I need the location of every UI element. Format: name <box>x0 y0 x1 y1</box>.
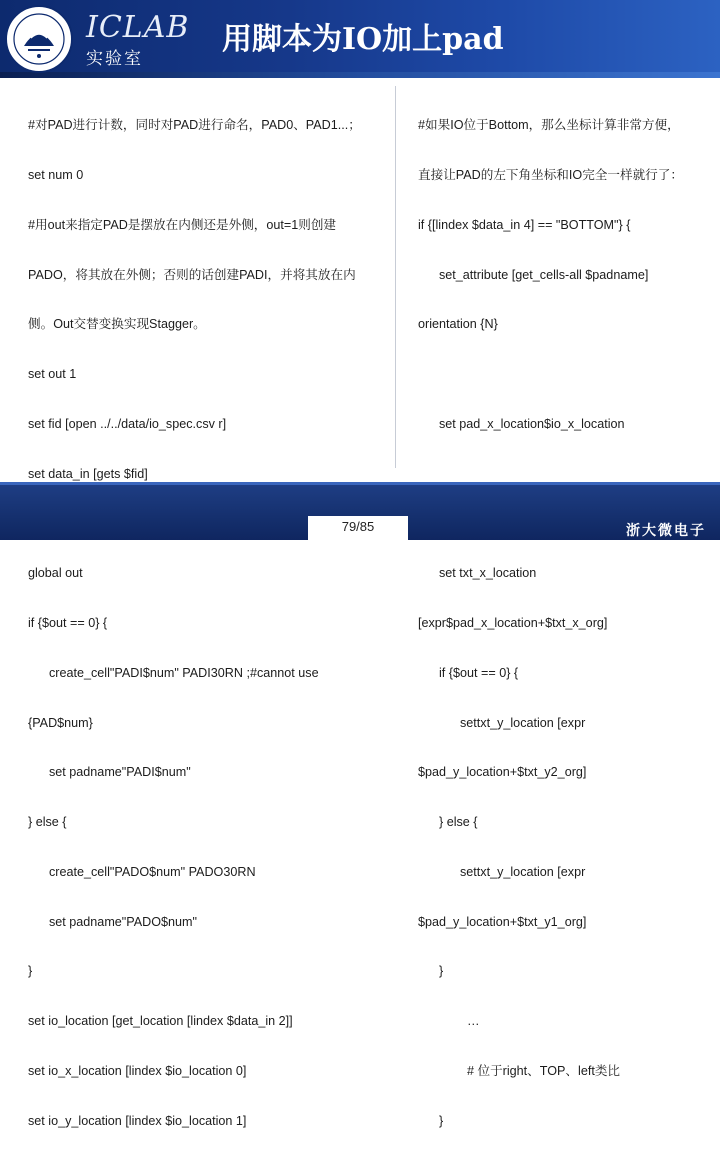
lab-name: ICLAB <box>86 10 190 45</box>
footer-brand: 浙大微电子 <box>626 523 706 539</box>
left-code-column <box>28 84 390 1163</box>
code-line: [expr$pad_x_location+$txt_x_org] <box>418 616 608 630</box>
code-line: set_attribute [get_cells-all $padname] <box>418 267 649 282</box>
code-line: settxt_y_location [expr <box>418 864 586 879</box>
code-line: global out <box>28 566 83 581</box>
code-line: {PAD$num} <box>28 715 93 730</box>
code-line: orientation {N} <box>418 317 498 332</box>
lab-logo <box>0 0 205 78</box>
code-line: set io_location [get_location [lindex $data_in 2]] <box>28 1014 293 1029</box>
right-code-column <box>418 84 714 1163</box>
code-line: $pad_y_location+$txt_y2_org] <box>418 765 587 780</box>
code-line: 侧。Out交替变换实现Stagger。 <box>28 317 206 332</box>
code-line: set pad_x_location$io_x_location <box>418 416 625 431</box>
code-line: set txt_x_location <box>418 566 537 581</box>
code-line: } <box>418 1113 444 1128</box>
code-line: #对PAD进行计数，同时对PAD进行命名，PAD0、PAD1...； <box>28 118 361 133</box>
code-line: } else { <box>28 815 67 830</box>
code-line <box>418 466 714 483</box>
code-line: PADO，将其放在外侧；否则的话创建PADI，并将其放在内 <box>28 267 356 282</box>
code-line: } <box>418 964 444 979</box>
code-line: #如果IO位于Bottom，那么坐标计算非常方便， <box>418 118 680 133</box>
column-divider <box>395 86 396 468</box>
slide-title: 用脚本为IO加上pad <box>222 22 504 57</box>
code-line: set padname"PADI$num" <box>28 765 191 780</box>
code-line: set data_in [gets $fid] <box>28 466 148 481</box>
code-line: $pad_y_location+$txt_y1_org] <box>418 914 587 929</box>
university-seal-icon <box>4 4 74 74</box>
code-line: set fid [open ../../data/io_spec.csv r] <box>28 416 227 431</box>
code-line: } <box>28 964 33 979</box>
code-line: } else { <box>418 815 478 830</box>
code-line: 直接让PAD的左下角坐标和IO完全一样就行了： <box>418 167 683 182</box>
code-line: set padname"PADO$num" <box>28 914 198 929</box>
code-line: create_cell"PADO$num" PADO30RN <box>28 864 256 879</box>
lab-subtitle: 实验室 <box>86 49 143 68</box>
code-line: if {$out == 0} { <box>28 616 108 630</box>
code-line: #用out来指定PAD是摆放在内侧还是外侧，out=1则创建 <box>28 217 337 232</box>
code-line: … <box>418 1014 480 1029</box>
code-line <box>418 366 714 383</box>
code-line: create_cell"PADI$num" PADI30RN ;#cannot use <box>28 665 319 680</box>
code-line: set io_y_location [lindex $io_location 1] <box>28 1113 247 1128</box>
code-line: set num 0 <box>28 167 84 182</box>
code-line: if {$out == 0} { <box>418 665 519 680</box>
code-line: settxt_y_location [expr <box>418 715 586 730</box>
code-line: set out 1 <box>28 367 77 382</box>
code-line: if {[lindex $data_in 4] == "BOTTOM"} { <box>418 217 631 232</box>
code-line: set io_x_location [lindex $io_location 0] <box>28 1064 247 1079</box>
page-number: 79/85 <box>341 519 375 534</box>
code-line: # 位于right、TOP、left类比 <box>418 1064 621 1079</box>
